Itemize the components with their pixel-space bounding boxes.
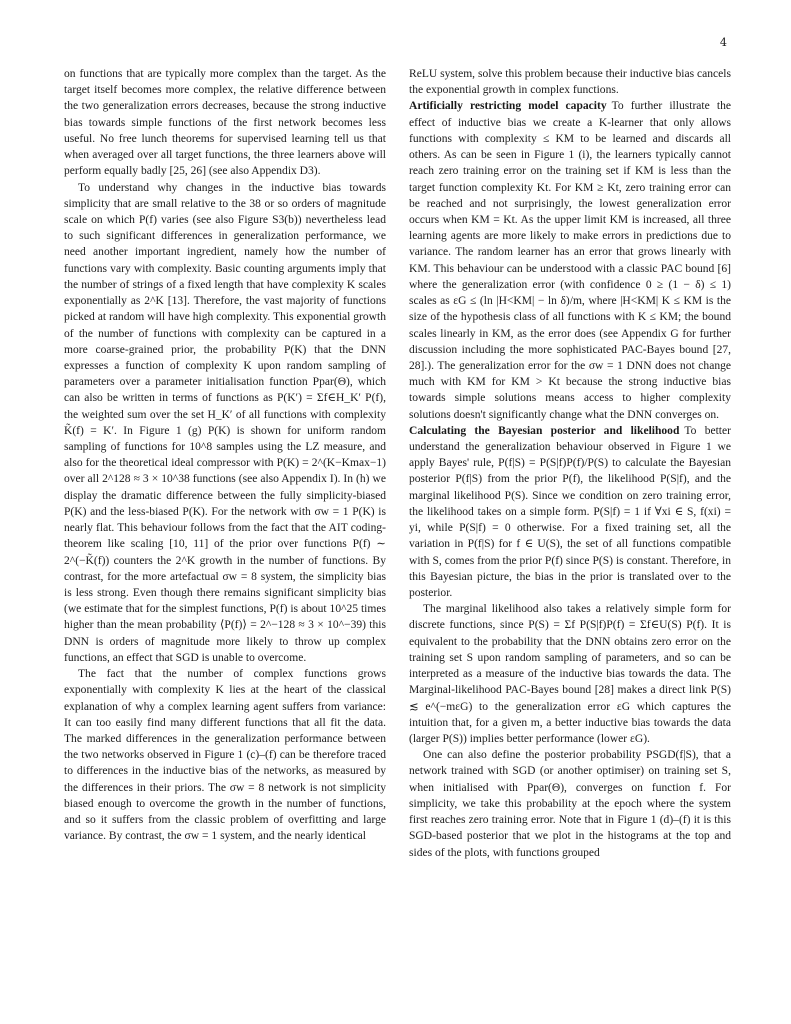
- paragraph: The marginal likelihood also takes a relatively simple form for discrete functions, since P(S) = Σf P(S|f)P(f) = Σf∈U(S) P(f). It is equivalent to the probability that the DNN obtains zero error on the training set S upon random sampling of parameters, and so can be interpreted as a measure of the inductive bias towards the data. The Marginal-likelihood PAC-Bayes bound [28] makes a direct link P(S) ≲ e^(−mεG) to the generalization error εG which captures the intuition that, for a given m, a better inductive bias towards the data (larger P(S)) implies better performance (lower εG).: [409, 603, 731, 745]
- section-heading: Calculating the Bayesian posterior and likelihood: [409, 424, 680, 437]
- section-heading: Artificially restricting model capacity: [409, 100, 607, 113]
- section-paragraph: [409, 423, 731, 601]
- left-column: [64, 66, 386, 845]
- section-body: To better understand the generalization behaviour observed in Figure 1 we apply Bayes' rule, P(f|S) = P(S|f)P(f)/P(S) to calculate the Bayesian posterior P(f|S) from the prior P(f), the likelihood P(S|f), and the marginal likelihood P(S). Since we condition on zero training error, the likelihood takes on a simple form. P(S|f) = 1 if ∀xi ∈ S, f(xi) = yi, while P(S|f) = 0 otherwise. For a fixed training set, all the variation in P(f|S) for f ∈ U(S), the set of all functions compatible with S, comes from the prior P(f) since P(S) is constant. Therefore, in this Bayesian picture, the bias in the prior is translated over to the posterior.: [409, 424, 731, 599]
- right-column: [409, 66, 731, 861]
- section-body: To further illustrate the effect of inductive bias we create a K-learner that only allows functions with complexity ≤ KM to be learned and discards all others. As can be seen in Figure 1 (i), the learners typically cannot reach zero training error on the training set if KM is less than the target function complexity Kt. For KM ≥ Kt, zero training error can be reached and not surprisingly, the lowest generalization error occurs when KM = Kt. As the upper limit KM is increased, all three learning agents are more likely to make errors in predictions due to variance. The random learner has an error that grows linearly with KM. This behaviour can be understood with a classic PAC bound [6] where the generalization error (with confidence 0 ≥ (1 − δ) ≤ 1) scales as εG ≤ (ln |H<KM| − ln δ)/m, where |H<KM| K ≤ KM is the size of the hypothesis class of all functions with K ≤ KM; the bound scales linearly in KM, as the error does (see Appendix G for further discussion including the more sophisticated PAC-Bayes bound [27, 28].). The generalization error for the σw = 1 DNN does not change much with KM for KM > Kt because the strong inductive bias towards simple solutions means access to higher complexity solutions doesn't significantly change what the DNN converges on.: [409, 100, 732, 421]
- paragraph: on functions that are typically more complex than the target. As the target itself becomes more complex, the relative difference between the two generalization errors decreases, because the strong inductive bias towards simple functions of the first network becomes less useful. No free lunch theorems for supervised learning tell us that when averaged over all target functions, the three learners above will perform equally badly [25, 26] (see also Appendix D3).: [64, 68, 386, 178]
- paragraph: The fact that the number of complex functions grows exponentially with complexity K lies at the heart of the classical explanation of why a complex learning agent suffers from variance: It can too easily find many different functions that all fit the data. The marked differences in the generalization performance between the two networks observed in Figure 1 (c)–(f) can be therefore traced to differences in the inductive bias of the networks, as measured by the differences in their priors. The σw = 8 network is not simplicity biased enough to overcome the growth in the number of functions, and so it suffers from the classic problem of overfitting and large variance. By contrast, the σw = 1 system, and the nearly identical: [64, 668, 386, 843]
- paragraph: One can also define the posterior probability PSGD(f|S), that a network trained with SGD (or another optimiser) on training set S, when initialised with Ppar(Θ), converges on function f. For simplicity, we take this probability at the epoch where the system first reaches zero training error. Note that in Figure 1 (d)–(f) it is this SGD-based posterior that we plot in the histograms at the top and sides of the plots, with functions grouped: [409, 749, 731, 859]
- paragraph: To understand why changes in the inductive bias towards simplicity that are small relative to the 38 or so orders of magnitude scale on which P(f) varies (see also Figure S3(b)) nevertheless lead to such significant differences in generalization performance, we need another important ingredient, namely how the number of functions vary with complexity. Basic counting arguments imply that the number of strings of a fixed length that have complexity K scales exponentially as 2^K [13]. Therefore, the vast majority of functions picked at random will have high complexity. This exponential growth of the number of functions with complexity can be captured in a more coarse-grained prior, the probability P(K) that the DNN expresses a function of complexity K upon random sampling of parameters over a parameter initialisation function Ppar(Θ), which can also be written in terms of functions as P(K′) = Σf∈H_K′ P(f), the weighted sum over the set H_K′ of all functions with complexity K̃(f) = K′. In Figure 1 (g) P(K) is shown for uniform random sampling of functions for 10^8 samples using the LZ measure, and also for the theoretical ideal compressor with P(K) = 2^(K−Kmax−1) over all 2^128 ≈ 3 × 10^38 functions (see also Appendix I). In (h) we display the dramatic difference between the fully simplicity-biased P(K) and the less-biased P(K). For the network with σw = 1 P(K) is nearly flat. This behaviour follows from the fact that the AIT coding-theorem like scaling [10, 11] of the prior over functions P(f) ∼ 2^(−K̃(f)) counters the 2^K growth in the number of functions. By contrast, for the more artefactual σw = 8 system, the simplicity bias is less strong. Even though there remains significant simplicity bias (we estimate that for the simplest functions, P(f) is about 10^25 times higher than the mean probability ⟨P(f)⟩ = 2^−128 ≈ 3 × 10^−39) this DNN is orders of magnitude more likely to throw up complex functions, an effect that SGD is unable to overcome.: [64, 181, 386, 664]
- paragraph: ReLU system, solve this problem because their inductive bias cancels the exponential growth in complex functions.: [409, 68, 731, 97]
- page-number: 4: [719, 36, 727, 49]
- section-paragraph: [409, 98, 731, 422]
